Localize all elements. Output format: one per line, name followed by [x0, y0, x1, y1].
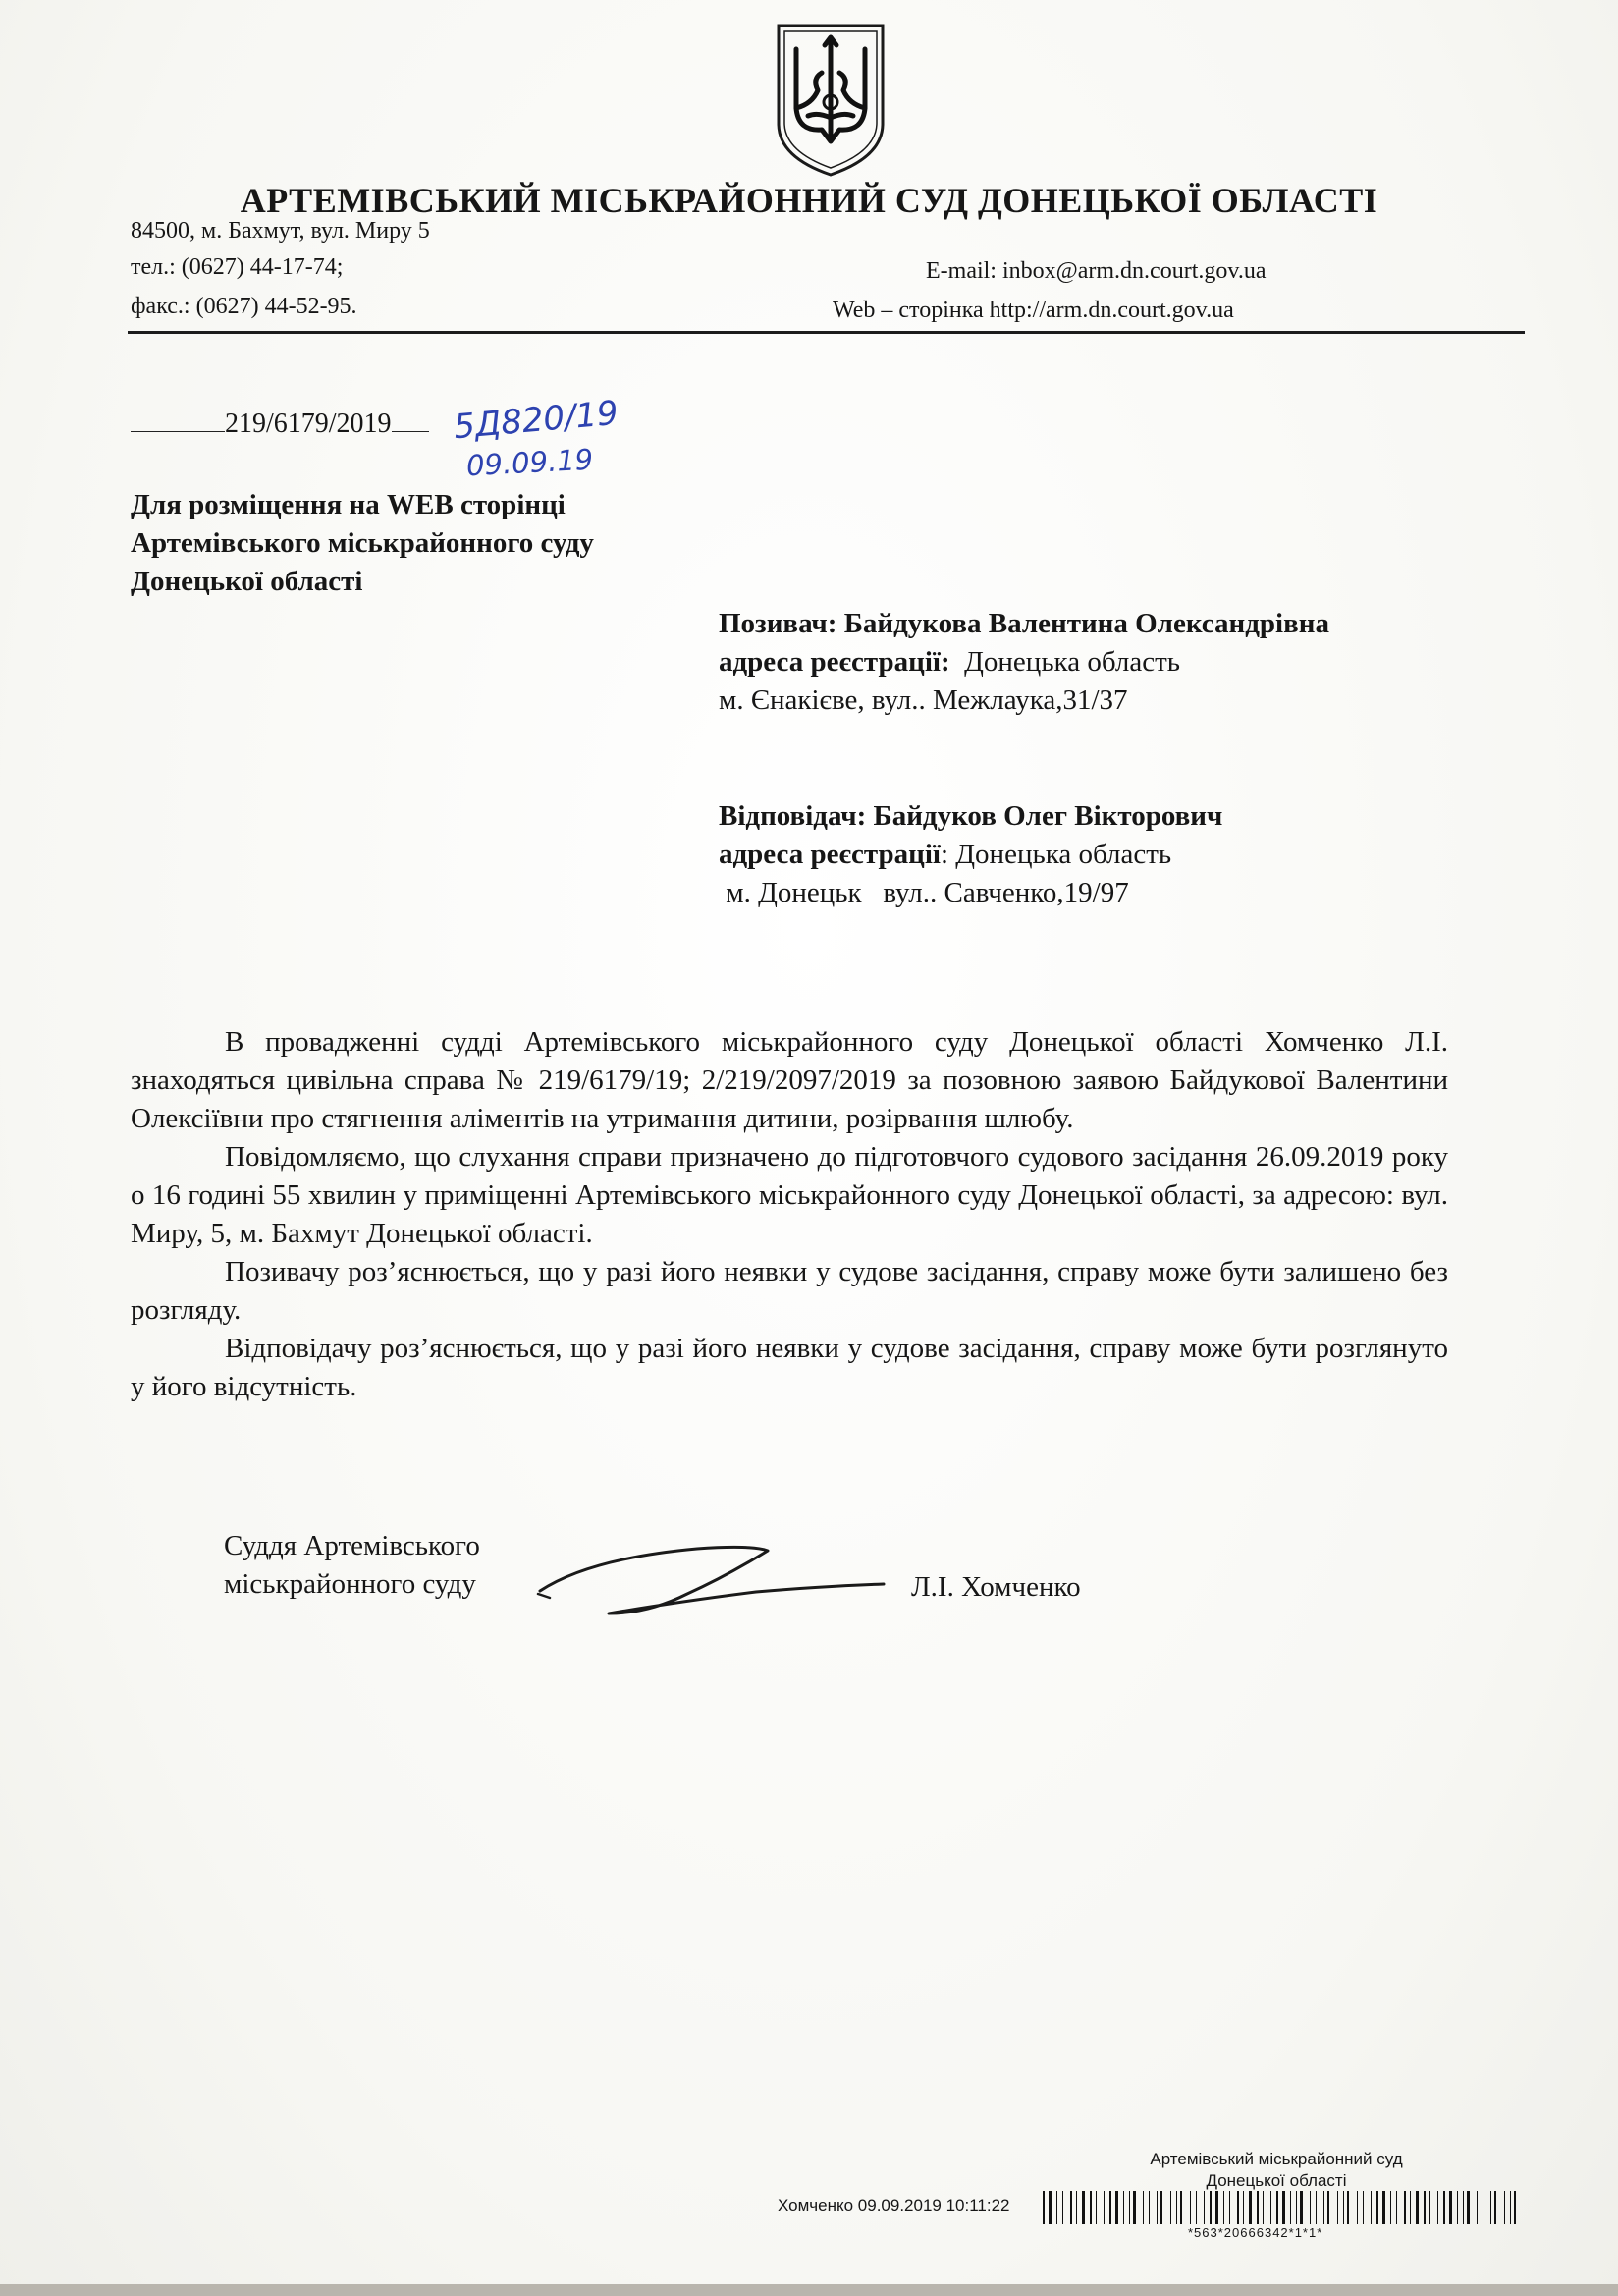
trident-emblem-icon: [773, 22, 889, 177]
defendant-address-street: м. Донецьк вул.. Савченко,19/97: [719, 877, 1129, 908]
blank-line: [131, 431, 225, 432]
case-reference-line: [131, 409, 429, 440]
footer-court-line: Артемівський міськрайонний суд: [1150, 2150, 1403, 2168]
body-paragraph: Відповідачу роз’яснюється, що у разі його неявки у судове засідання, справу може бути розглянуто у його відсутність.: [131, 1333, 1448, 1402]
handwritten-date: 09.09.19: [465, 442, 594, 483]
barcode-icon: [1043, 2191, 1522, 2226]
defendant-label: Відповідач:: [719, 800, 867, 832]
scan-bottom-edge: [0, 2284, 1618, 2296]
court-address: 84500, м. Бахмут, вул. Миру 5: [131, 218, 430, 244]
body-paragraph: В провадженні судді Артемівського міськрайонного суду Донецької області Хомченко Л.І. знаходяться цивільна справа № 219/6179/19; 2/219/2097/2019 за позовною заявою Байдукової Валентини Олексіївни про стягнення аліментів на утримання дитини, розірвання шлюбу.: [131, 1026, 1448, 1134]
judge-title-line: міськрайонного суду: [224, 1568, 476, 1600]
plaintiff-address-street: м. Єнакієве, вул.. Межлаука,31/37: [719, 684, 1128, 716]
defendant-address-region: : Донецька область: [940, 839, 1172, 870]
court-phone: тел.: (0627) 44-17-74;: [131, 254, 344, 280]
plaintiff-block: [719, 605, 1329, 720]
footer-court-name: [1105, 2149, 1448, 2192]
plaintiff-address-region: Донецька область: [964, 646, 1180, 678]
court-website: Web – сторінка http://arm.dn.court.gov.ua: [833, 298, 1234, 323]
footer-court-line: Донецької області: [1206, 2171, 1347, 2190]
body-paragraph: Повідомляємо, що слухання справи призначено до підготовчого судового засідання 26.09.2019 року о 16 годині 55 хвилин у приміщенні Артемівського міськрайонного суду Донецької області, за адресою: вул. Миру, 5, м. Бахмут Донецької області.: [131, 1141, 1448, 1249]
defendant-address-label: адреса реєстрації: [719, 839, 941, 870]
judge-title-line: Суддя Артемівського: [224, 1530, 480, 1561]
defendant-name: Байдуков Олег Вікторович: [873, 800, 1223, 832]
barcode-text: *563*20666342*1*1*: [1188, 2225, 1323, 2240]
registration-stamp: Хомченко 09.09.2019 10:11:22: [778, 2196, 1010, 2214]
court-email: E-mail: inbox@arm.dn.court.gov.ua: [926, 258, 1267, 284]
judge-name: Л.І. Хомченко: [911, 1571, 1081, 1603]
letter-body: [131, 1023, 1448, 1406]
handwritten-registration-number: 5Д820/19: [452, 393, 620, 448]
blank-line: [392, 431, 429, 432]
court-name-heading: АРТЕМІВСЬКИЙ МІСЬКРАЙОННИЙ СУД ДОНЕЦЬКОЇ ОБЛАСТІ: [240, 181, 1378, 220]
plaintiff-label: Позивач:: [719, 608, 837, 639]
addressee-line: Для розміщення на WEB сторінці: [131, 489, 566, 520]
body-paragraph: Позивачу роз’яснюється, що у разі його неявки у судове засідання, справу може бути залишено без розгляду.: [131, 1256, 1448, 1326]
court-fax: факс.: (0627) 44-52-95.: [131, 294, 357, 319]
addressee-line: Артемівського міськрайонного суду: [131, 527, 594, 559]
addressee-block: [131, 486, 594, 601]
judge-title: [224, 1527, 480, 1604]
header-divider: [128, 331, 1525, 334]
case-number: 219/6179/2019: [225, 409, 392, 439]
plaintiff-name: Байдукова Валентина Олександрівна: [843, 608, 1329, 639]
handwritten-signature-icon: [530, 1537, 903, 1625]
plaintiff-address-label: адреса реєстрації:: [719, 646, 950, 678]
defendant-block: [719, 797, 1222, 912]
addressee-line: Донецької області: [131, 566, 363, 597]
